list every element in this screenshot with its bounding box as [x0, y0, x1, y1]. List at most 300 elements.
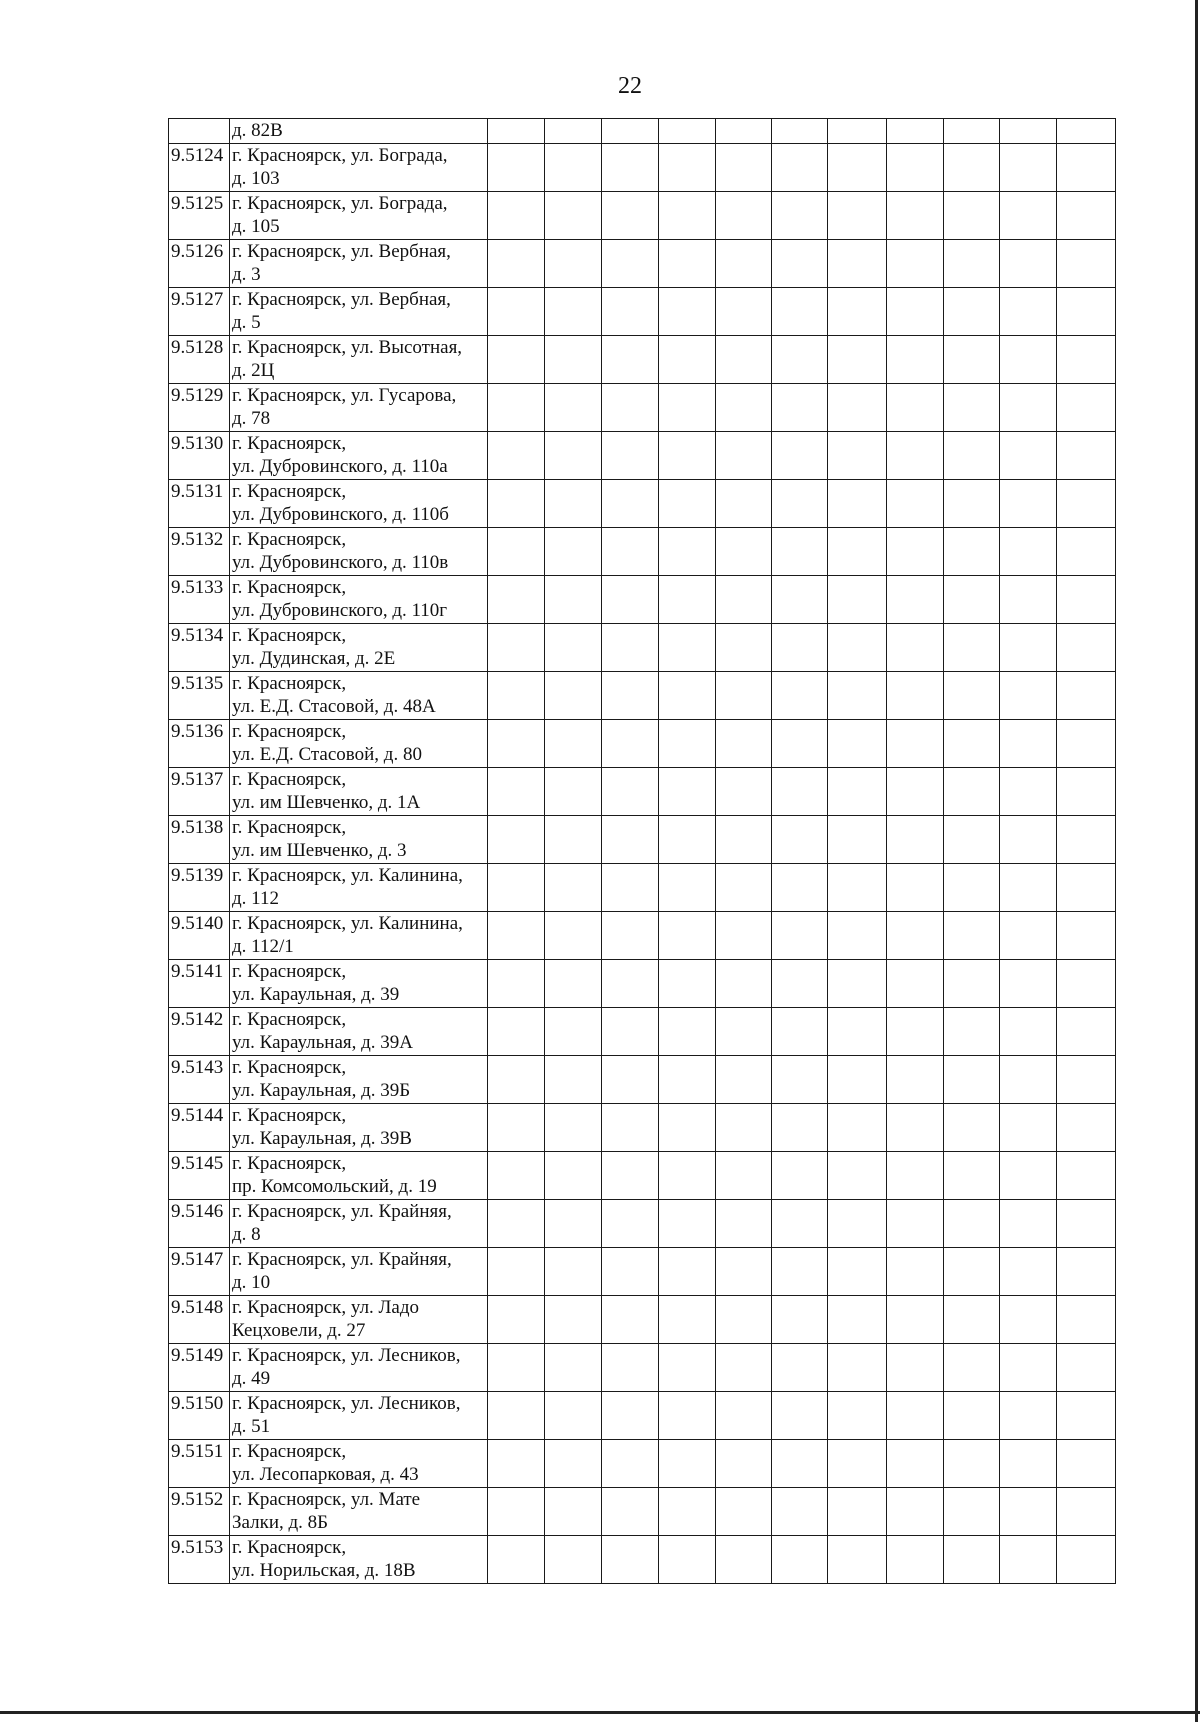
empty-cell: [488, 1488, 545, 1536]
empty-cell: [772, 119, 828, 144]
empty-cell: [828, 119, 887, 144]
empty-cell: [944, 624, 1000, 672]
empty-cell: [488, 1008, 545, 1056]
address-cell: [230, 1200, 488, 1248]
empty-cell: [887, 1200, 944, 1248]
empty-cell: [887, 288, 944, 336]
table-row: [169, 480, 1116, 528]
empty-cell: [828, 768, 887, 816]
address-cell: [230, 624, 488, 672]
empty-cell: [1057, 1536, 1116, 1584]
empty-cell: [1000, 576, 1057, 624]
empty-cell: [716, 624, 772, 672]
empty-cell: [545, 1104, 602, 1152]
empty-cell: [944, 960, 1000, 1008]
empty-cell: [659, 1248, 716, 1296]
table-row: [169, 912, 1116, 960]
empty-cell: [828, 336, 887, 384]
empty-cell: [828, 1488, 887, 1536]
empty-cell: [828, 720, 887, 768]
row-number-cell: [169, 119, 230, 144]
empty-cell: [887, 432, 944, 480]
empty-cell: [1000, 768, 1057, 816]
empty-cell: [887, 624, 944, 672]
empty-cell: [1000, 624, 1057, 672]
empty-cell: [772, 1104, 828, 1152]
table-row: [169, 1008, 1116, 1056]
empty-cell: [828, 816, 887, 864]
empty-cell: [488, 528, 545, 576]
address-cell: [230, 288, 488, 336]
address-cell: [230, 336, 488, 384]
address-cell: [230, 1488, 488, 1536]
row-number-cell: 9.5142: [169, 1008, 230, 1056]
table-row: [169, 1152, 1116, 1200]
register-body: [169, 119, 1116, 1584]
empty-cell: [602, 1152, 659, 1200]
empty-cell: [545, 1488, 602, 1536]
address-line: ул. Караульная, д. 39Б: [232, 1080, 411, 1101]
empty-cell: [1057, 288, 1116, 336]
empty-cell: [488, 384, 545, 432]
empty-cell: [944, 480, 1000, 528]
address-cell: [230, 1248, 488, 1296]
empty-cell: [944, 672, 1000, 720]
row-number-cell: 9.5125: [169, 192, 230, 240]
address-line: г. Красноярск, ул. Высотная,: [232, 337, 463, 358]
address-line: г. Красноярск, ул. Бограда,: [232, 145, 448, 166]
empty-cell: [828, 912, 887, 960]
empty-cell: [1057, 384, 1116, 432]
address-cell: [230, 960, 488, 1008]
empty-cell: [944, 1104, 1000, 1152]
empty-cell: [716, 768, 772, 816]
empty-cell: [1000, 1200, 1057, 1248]
empty-cell: [659, 1104, 716, 1152]
empty-cell: [1000, 432, 1057, 480]
empty-cell: [1057, 912, 1116, 960]
empty-cell: [716, 528, 772, 576]
address-line: д. 3: [232, 264, 261, 285]
empty-cell: [887, 336, 944, 384]
empty-cell: [602, 144, 659, 192]
empty-cell: [545, 528, 602, 576]
empty-cell: [545, 1536, 602, 1584]
empty-cell: [1057, 192, 1116, 240]
address-cell: [230, 119, 488, 144]
empty-cell: [887, 1056, 944, 1104]
empty-cell: [828, 1008, 887, 1056]
empty-cell: [887, 1104, 944, 1152]
empty-cell: [716, 1152, 772, 1200]
row-number-cell: 9.5136: [169, 720, 230, 768]
empty-cell: [716, 1392, 772, 1440]
empty-cell: [1057, 864, 1116, 912]
empty-cell: [545, 912, 602, 960]
empty-cell: [659, 1344, 716, 1392]
row-number-cell: 9.5135: [169, 672, 230, 720]
empty-cell: [545, 1200, 602, 1248]
empty-cell: [1057, 1248, 1116, 1296]
address-line: д. 49: [232, 1368, 271, 1389]
empty-cell: [716, 119, 772, 144]
empty-cell: [659, 119, 716, 144]
address-line: г. Красноярск, ул. Мате: [232, 1489, 421, 1510]
empty-cell: [602, 336, 659, 384]
empty-cell: [488, 336, 545, 384]
empty-cell: [545, 720, 602, 768]
address-line: ул. Дубровинского, д. 110а: [232, 456, 448, 477]
address-cell: [230, 864, 488, 912]
empty-cell: [716, 288, 772, 336]
empty-cell: [772, 384, 828, 432]
empty-cell: [545, 1296, 602, 1344]
empty-cell: [828, 528, 887, 576]
row-number-cell: 9.5143: [169, 1056, 230, 1104]
empty-cell: [659, 720, 716, 768]
address-line: г. Красноярск, ул. Вербная,: [232, 241, 451, 262]
empty-cell: [828, 960, 887, 1008]
address-line: г. Красноярск,: [232, 1009, 347, 1030]
empty-cell: [944, 1200, 1000, 1248]
empty-cell: [944, 288, 1000, 336]
empty-cell: [772, 1008, 828, 1056]
empty-cell: [828, 384, 887, 432]
empty-cell: [716, 384, 772, 432]
address-cell: [230, 480, 488, 528]
empty-cell: [1057, 1296, 1116, 1344]
address-line: ул. Караульная, д. 39: [232, 984, 400, 1005]
address-cell: [230, 768, 488, 816]
address-line: д. 112: [232, 888, 279, 909]
empty-cell: [1057, 144, 1116, 192]
empty-cell: [659, 768, 716, 816]
empty-cell: [772, 144, 828, 192]
empty-cell: [772, 1248, 828, 1296]
empty-cell: [772, 1152, 828, 1200]
row-number-cell: 9.5141: [169, 960, 230, 1008]
empty-cell: [1000, 1056, 1057, 1104]
row-number-cell: 9.5130: [169, 432, 230, 480]
empty-cell: [828, 1152, 887, 1200]
empty-cell: [828, 1392, 887, 1440]
empty-cell: [659, 528, 716, 576]
empty-cell: [828, 1200, 887, 1248]
empty-cell: [545, 432, 602, 480]
empty-cell: [602, 1536, 659, 1584]
address-line: г. Красноярск,: [232, 625, 347, 646]
empty-cell: [545, 624, 602, 672]
empty-cell: [944, 912, 1000, 960]
empty-cell: [772, 864, 828, 912]
empty-cell: [659, 336, 716, 384]
table-row: [169, 1104, 1116, 1152]
table-row: [169, 672, 1116, 720]
empty-cell: [1057, 720, 1116, 768]
empty-cell: [828, 864, 887, 912]
empty-cell: [1000, 1104, 1057, 1152]
empty-cell: [944, 864, 1000, 912]
row-number-cell: 9.5146: [169, 1200, 230, 1248]
empty-cell: [772, 816, 828, 864]
empty-cell: [772, 192, 828, 240]
empty-cell: [602, 672, 659, 720]
empty-cell: [488, 432, 545, 480]
address-cell: [230, 240, 488, 288]
empty-cell: [1057, 336, 1116, 384]
empty-cell: [772, 672, 828, 720]
empty-cell: [887, 119, 944, 144]
empty-cell: [1000, 384, 1057, 432]
address-line: ул. Лесопарковая, д. 43: [232, 1464, 419, 1485]
row-number-cell: 9.5133: [169, 576, 230, 624]
empty-cell: [1057, 1488, 1116, 1536]
empty-cell: [828, 240, 887, 288]
address-cell: [230, 1104, 488, 1152]
empty-cell: [488, 768, 545, 816]
empty-cell: [828, 1344, 887, 1392]
empty-cell: [1000, 816, 1057, 864]
empty-cell: [488, 960, 545, 1008]
empty-cell: [545, 1344, 602, 1392]
empty-cell: [828, 1056, 887, 1104]
empty-cell: [659, 1200, 716, 1248]
empty-cell: [602, 384, 659, 432]
empty-cell: [1000, 528, 1057, 576]
table-row: [169, 384, 1116, 432]
address-cell: [230, 672, 488, 720]
empty-cell: [488, 1296, 545, 1344]
empty-cell: [488, 720, 545, 768]
empty-cell: [545, 240, 602, 288]
empty-cell: [828, 1104, 887, 1152]
empty-cell: [1057, 1344, 1116, 1392]
empty-cell: [602, 816, 659, 864]
scan-edge-right: [1195, 0, 1198, 1722]
empty-cell: [602, 1296, 659, 1344]
address-line: ул. Е.Д. Стасовой, д. 48А: [232, 696, 436, 717]
empty-cell: [716, 672, 772, 720]
address-line: д. 5: [232, 312, 261, 333]
table-row: [169, 1056, 1116, 1104]
empty-cell: [545, 864, 602, 912]
empty-cell: [659, 1056, 716, 1104]
address-line: г. Красноярск,: [232, 721, 347, 742]
row-number-cell: 9.5138: [169, 816, 230, 864]
empty-cell: [828, 288, 887, 336]
empty-cell: [1057, 768, 1116, 816]
empty-cell: [944, 1296, 1000, 1344]
empty-cell: [659, 1536, 716, 1584]
row-number-cell: 9.5147: [169, 1248, 230, 1296]
empty-cell: [1057, 1152, 1116, 1200]
address-cell: [230, 1344, 488, 1392]
address-line: г. Красноярск, ул. Лесников,: [232, 1345, 461, 1366]
table-row: [169, 864, 1116, 912]
empty-cell: [602, 1056, 659, 1104]
empty-cell: [1057, 1392, 1116, 1440]
empty-cell: [1000, 1392, 1057, 1440]
empty-cell: [772, 720, 828, 768]
empty-cell: [488, 576, 545, 624]
address-line: ул. Дудинская, д. 2Е: [232, 648, 396, 669]
empty-cell: [828, 1296, 887, 1344]
empty-cell: [1057, 480, 1116, 528]
empty-cell: [659, 672, 716, 720]
address-line: г. Красноярск,: [232, 1057, 347, 1078]
empty-cell: [887, 1152, 944, 1200]
address-line: д. 82В: [232, 120, 283, 141]
address-line: г. Красноярск, ул. Лесников,: [232, 1393, 461, 1414]
empty-cell: [1000, 1248, 1057, 1296]
empty-cell: [772, 240, 828, 288]
empty-cell: [488, 624, 545, 672]
empty-cell: [659, 192, 716, 240]
empty-cell: [772, 1440, 828, 1488]
row-number-cell: 9.5127: [169, 288, 230, 336]
address-line: г. Красноярск,: [232, 1537, 347, 1558]
table-row: [169, 192, 1116, 240]
empty-cell: [887, 1440, 944, 1488]
empty-cell: [716, 1488, 772, 1536]
empty-cell: [602, 912, 659, 960]
empty-cell: [545, 384, 602, 432]
empty-cell: [602, 1248, 659, 1296]
empty-cell: [488, 1104, 545, 1152]
address-line: г. Красноярск, ул. Ладо: [232, 1297, 420, 1318]
empty-cell: [944, 192, 1000, 240]
empty-cell: [716, 480, 772, 528]
address-line: ул. им Шевченко, д. 1А: [232, 792, 421, 813]
empty-cell: [944, 1488, 1000, 1536]
empty-cell: [602, 528, 659, 576]
row-number-cell: 9.5124: [169, 144, 230, 192]
empty-cell: [659, 864, 716, 912]
empty-cell: [602, 1008, 659, 1056]
empty-cell: [1057, 1104, 1116, 1152]
empty-cell: [1000, 864, 1057, 912]
empty-cell: [944, 1536, 1000, 1584]
empty-cell: [1057, 1200, 1116, 1248]
empty-cell: [1000, 480, 1057, 528]
address-line: г. Красноярск,: [232, 817, 347, 838]
empty-cell: [887, 720, 944, 768]
table-row: [169, 1488, 1116, 1536]
address-line: г. Красноярск,: [232, 1105, 347, 1126]
table-row: [169, 1440, 1116, 1488]
empty-cell: [602, 768, 659, 816]
address-line: д. 78: [232, 408, 271, 429]
table-row: [169, 240, 1116, 288]
empty-cell: [545, 1248, 602, 1296]
empty-cell: [488, 240, 545, 288]
empty-cell: [944, 384, 1000, 432]
table-row: [169, 144, 1116, 192]
address-line: г. Красноярск,: [232, 673, 347, 694]
empty-cell: [1000, 1008, 1057, 1056]
empty-cell: [1000, 960, 1057, 1008]
empty-cell: [716, 1056, 772, 1104]
empty-cell: [545, 1152, 602, 1200]
empty-cell: [659, 384, 716, 432]
empty-cell: [659, 240, 716, 288]
empty-cell: [602, 576, 659, 624]
address-line: г. Красноярск,: [232, 529, 347, 550]
table-row: [169, 1296, 1116, 1344]
empty-cell: [828, 1536, 887, 1584]
empty-cell: [772, 288, 828, 336]
empty-cell: [659, 1008, 716, 1056]
empty-cell: [716, 816, 772, 864]
address-line: г. Красноярск, ул. Крайняя,: [232, 1249, 452, 1270]
empty-cell: [545, 816, 602, 864]
address-line: ул. Караульная, д. 39А: [232, 1032, 414, 1053]
empty-cell: [828, 144, 887, 192]
address-line: г. Красноярск,: [232, 769, 347, 790]
empty-cell: [488, 288, 545, 336]
address-cell: [230, 192, 488, 240]
address-cell: [230, 432, 488, 480]
address-line: ул. Караульная, д. 39В: [232, 1128, 412, 1149]
empty-cell: [488, 192, 545, 240]
address-line: д. 10: [232, 1272, 271, 1293]
address-line: д. 2Ц: [232, 360, 275, 381]
empty-cell: [716, 1200, 772, 1248]
empty-cell: [716, 1344, 772, 1392]
empty-cell: [602, 1440, 659, 1488]
address-line: Кецховели, д. 27: [232, 1320, 366, 1341]
empty-cell: [659, 576, 716, 624]
empty-cell: [772, 1392, 828, 1440]
empty-cell: [602, 720, 659, 768]
empty-cell: [545, 768, 602, 816]
empty-cell: [602, 432, 659, 480]
empty-cell: [944, 1344, 1000, 1392]
empty-cell: [659, 624, 716, 672]
empty-cell: [716, 576, 772, 624]
empty-cell: [716, 1536, 772, 1584]
empty-cell: [716, 1008, 772, 1056]
table-row: [169, 768, 1116, 816]
address-cell: [230, 1056, 488, 1104]
empty-cell: [1000, 119, 1057, 144]
address-cell: [230, 528, 488, 576]
empty-cell: [659, 960, 716, 1008]
empty-cell: [1057, 240, 1116, 288]
address-line: д. 103: [232, 168, 280, 189]
empty-cell: [1000, 336, 1057, 384]
empty-cell: [602, 1200, 659, 1248]
empty-cell: [1057, 119, 1116, 144]
empty-cell: [828, 192, 887, 240]
empty-cell: [488, 672, 545, 720]
empty-cell: [887, 1392, 944, 1440]
empty-cell: [887, 864, 944, 912]
empty-cell: [772, 768, 828, 816]
empty-cell: [772, 1536, 828, 1584]
empty-cell: [944, 119, 1000, 144]
address-cell: [230, 816, 488, 864]
empty-cell: [545, 1056, 602, 1104]
table-row: [169, 624, 1116, 672]
address-line: д. 112/1: [232, 936, 294, 957]
address-cell: [230, 912, 488, 960]
empty-cell: [659, 288, 716, 336]
row-number-cell: 9.5131: [169, 480, 230, 528]
address-line: г. Красноярск, ул. Бограда,: [232, 193, 448, 214]
empty-cell: [545, 1008, 602, 1056]
empty-cell: [887, 1248, 944, 1296]
